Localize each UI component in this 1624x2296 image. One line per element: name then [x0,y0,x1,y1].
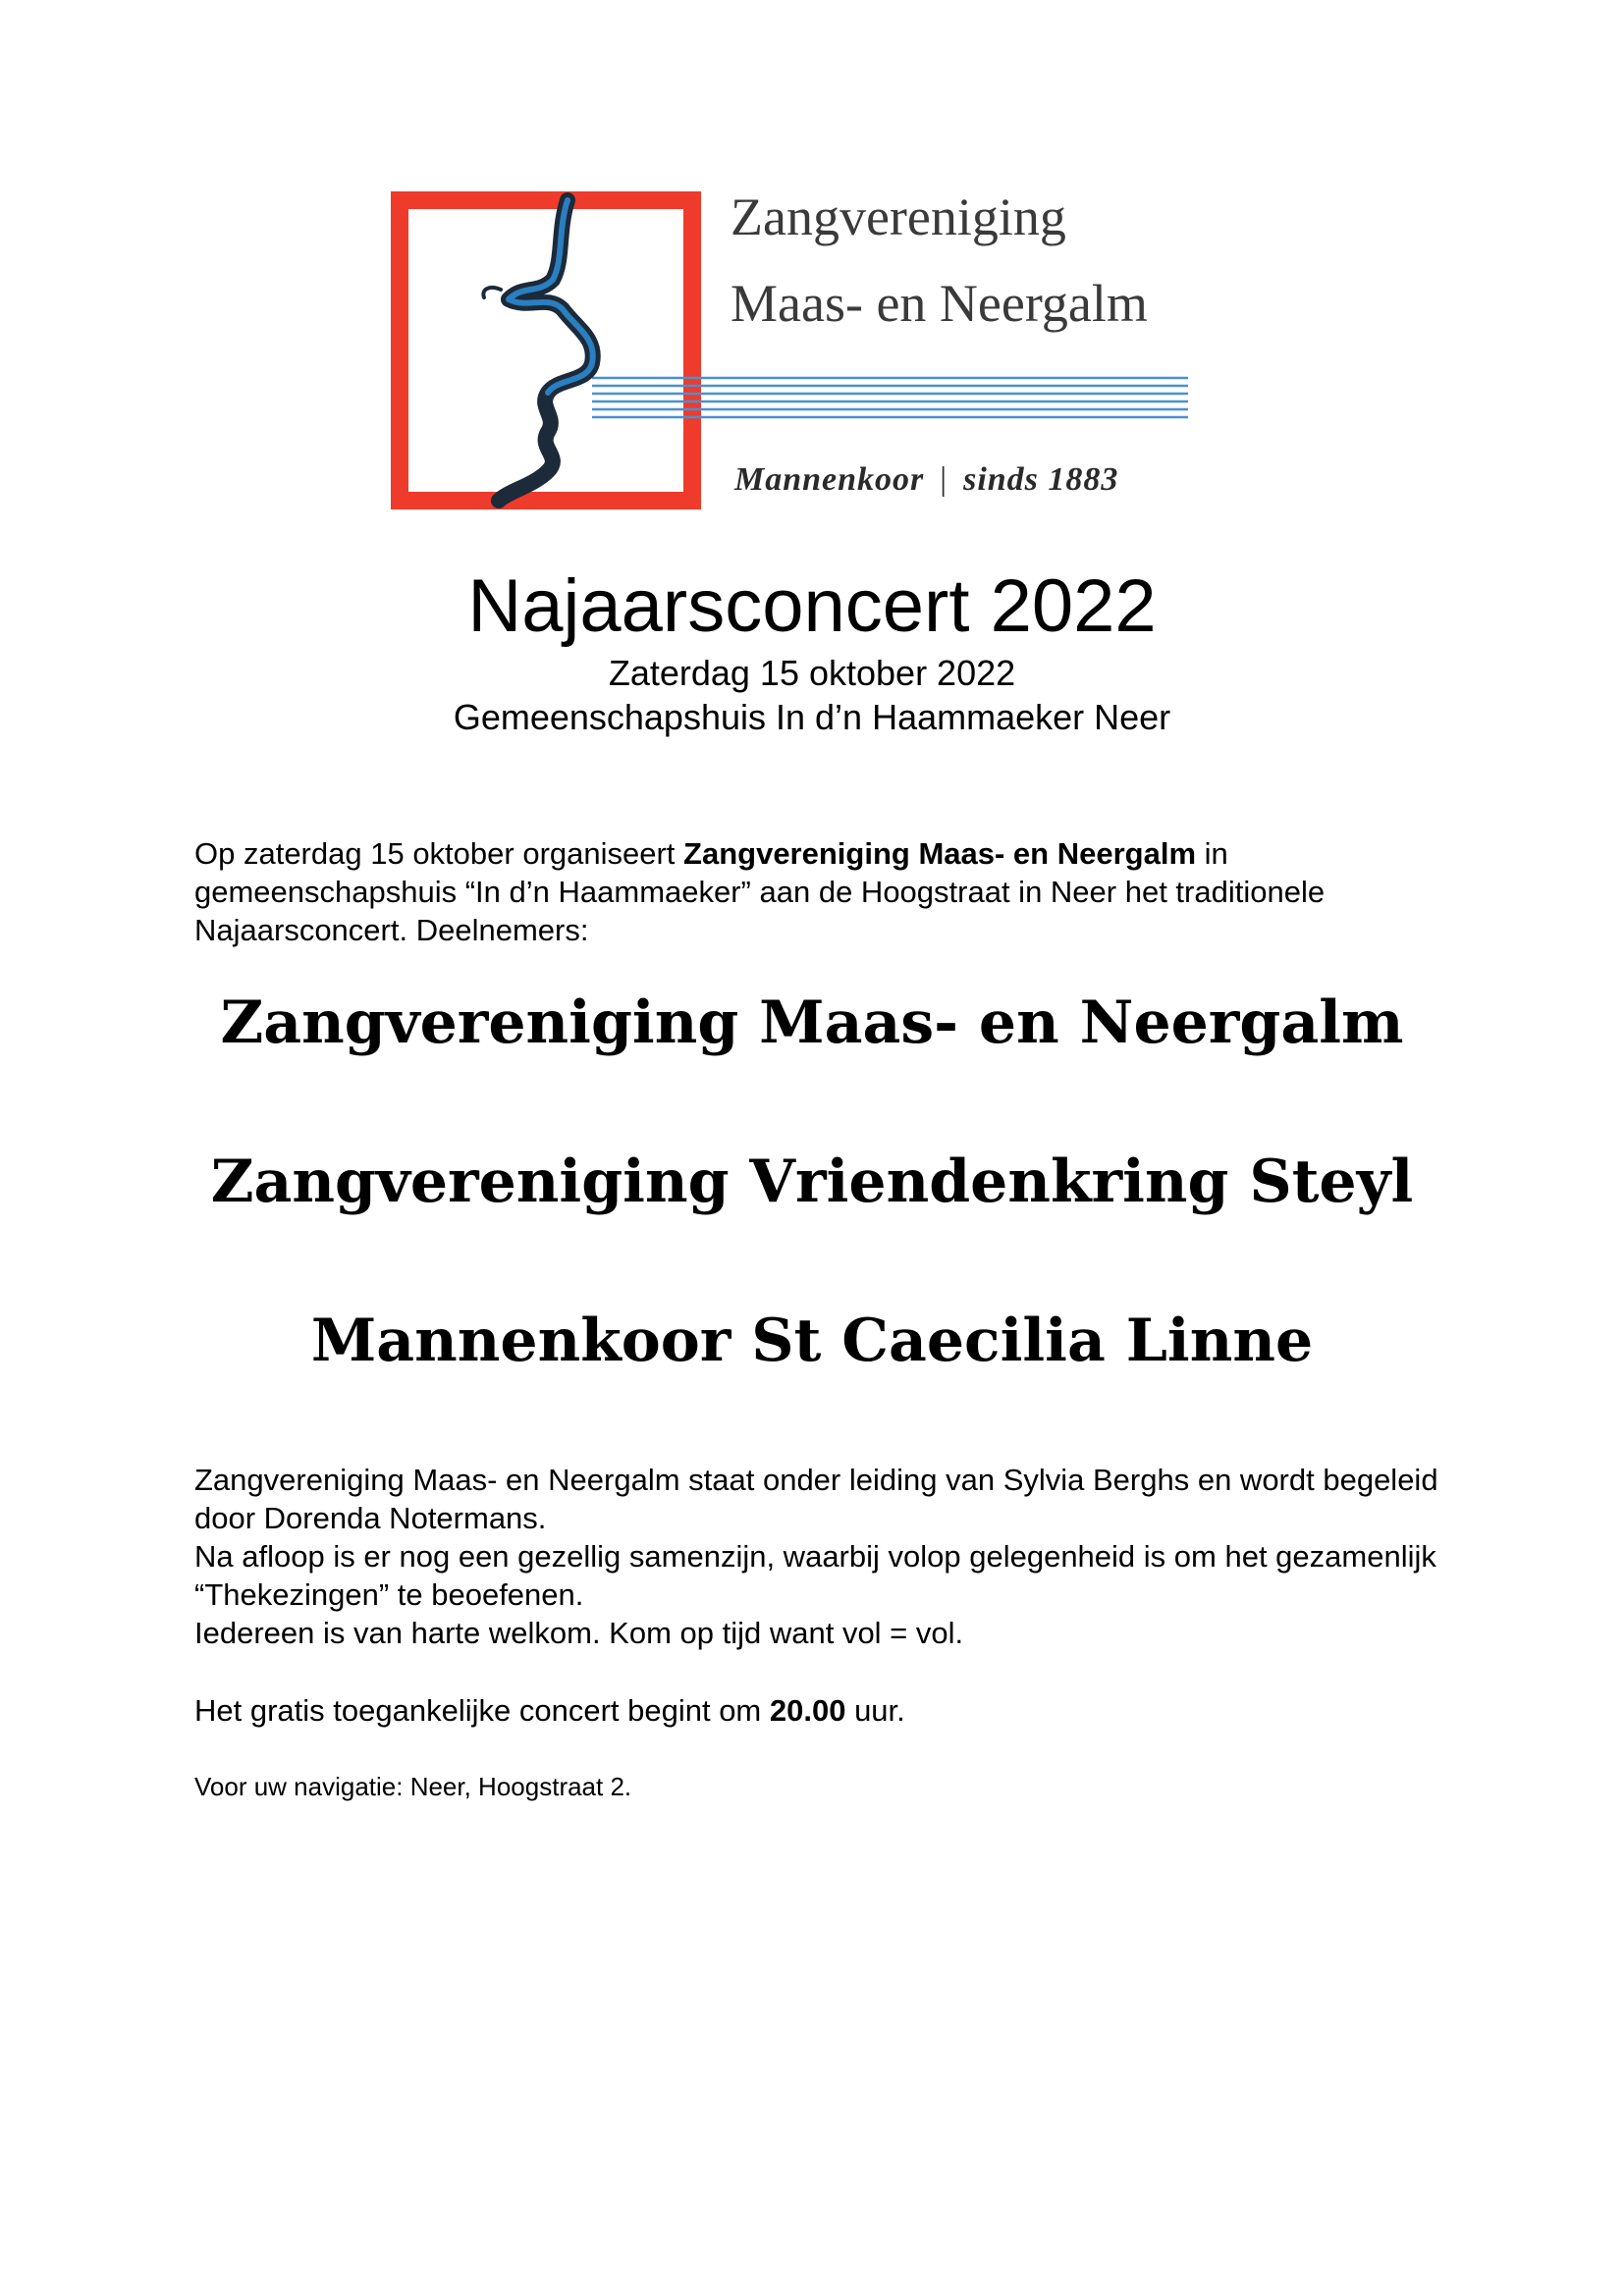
navigation-note: Voor uw navigatie: Neer, Hoogstraat 2. [194,1772,632,1801]
logo-title-line-2: Maas- en Neergalm [731,274,1148,333]
intro-paragraph [194,834,1461,949]
logo-tagline-right: sinds 1883 [963,461,1119,498]
details-line-3: Iedereen is van harte welkom. Kom op tijd want vol = vol. [194,1616,964,1650]
event-venue: Gemeenschapshuis In d’n Haammaeker Neer [453,697,1171,737]
start-time: 20.00 [769,1693,846,1728]
participant-2: Zangvereniging Vriendenkring Steyl [210,1148,1414,1216]
logo-tagline-left: Mannenkoor [734,461,925,498]
logo [391,187,1191,510]
logo-title-line-1: Zangvereniging [731,187,1066,246]
details-paragraph [194,1461,1461,1652]
intro-text-before: Op zaterdag 15 oktober organiseert [194,836,684,871]
details-line-2: Na afloop is er nog een gezellig samenzijn, waarbij volop gelegenheid is om het gezamenlijk “Thekezingen” te beoefenen. [194,1539,1436,1612]
logo-staff-lines [592,378,1188,417]
participant-3: Mannenkoor St Caecilia Linne [310,1307,1314,1375]
event-date: Zaterdag 15 oktober 2022 [608,653,1016,693]
start-time-paragraph [194,1691,1461,1730]
page-title: Najaarsconcert 2022 [467,564,1157,648]
logo-tagline [734,461,1118,499]
start-text-before: Het gratis toegankelijke concert begint om [194,1693,770,1728]
logo-tagline-separator: | [940,461,948,498]
logo-profile-icon [483,200,592,501]
intro-highlight: Zangvereniging Maas- en Neergalm [683,836,1197,871]
participant-1: Zangvereniging Maas- en Neergalm [220,988,1404,1057]
details-line-1: Zangvereniging Maas- en Neergalm staat onder leiding van Sylvia Berghs en wordt begeleid door Dorenda Notermans. [194,1463,1438,1535]
start-text-after: uur. [845,1693,905,1728]
intro-text-after: in gemeenschapshuis “In d’n Haammaeker” aan de Hoogstraat in Neer het traditionele Najaarsconcert. Deelnemers: [194,836,1326,947]
